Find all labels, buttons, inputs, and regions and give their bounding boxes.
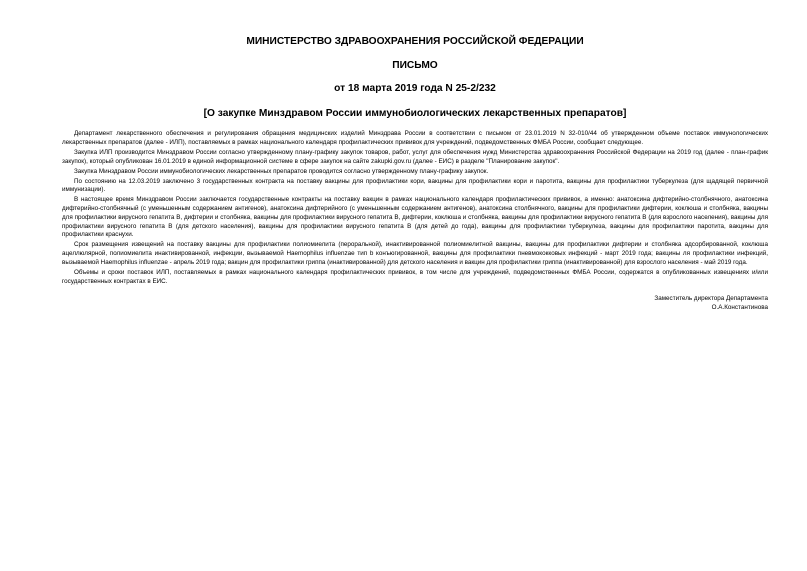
signatory-name: О.А.Константинова xyxy=(711,304,768,311)
body-paragraph: Объемы и сроки поставок ИЛП, поставляемых в рамках национального календаря профилактических прививок, в том числе для учреждений, подведомственных ФМБА России, содержатся в опубликованных извещениях и/или государственных контрактах в ЕИС. xyxy=(62,268,768,285)
signatory-position: Заместитель директора Департамента xyxy=(654,295,768,303)
body-paragraph: Закупка Минздравом России иммунобиологических лекарственных препаратов проводится согласно утвержденному плану-графику закупок. xyxy=(74,167,489,175)
subject-heading: [О закупке Минздравом России иммунобиологических лекарственных препаратов] xyxy=(203,108,627,119)
signature-block xyxy=(62,295,768,312)
body-paragraph: Департамент лекарственного обеспечения и регулирования обращения медицинских изделий Минздрава России в соответствии с письмом от 23.01.2019 N 32-010/44 об утвержденном объеме поставок иммунологических лекарственных препаратов (далее - ИЛП), поставляемых в рамках национального календаря профилактических прививок для учреждений, подведомственных ФМБА России, сообщает следующее. xyxy=(62,130,768,146)
body-paragraph: В настоящее время Минздравом России заключается государственные контракты на поставку вакцин в рамках национального календаря профилактических прививок, а именно: анатоксина дифтерийно-столбнячного, анатоксина дифтерийно-столбнячный (с уменьшенным содержанием антигенов), анатоксина дифтерийного (с уменьшенным содержанием антигенов), анатоксина столбнячного, вакцины для профилактики дифтерии, коклюша и столбняка, вакцины для профилактики вирусного гепатита В, дифтерии и столбняка, вакцины для профилактики вирусного гепатита В, дифтерии, коклюша и столбняка, вакцины для профилактики вирусного гепатита В (для взрослого населения), вакцины для профилактики вирусного гепатита В (для детского населения), вакцины для профилактики вирусного гепатита В (для детей до года), вакцины для профилактики туберкулеза, вакцины для профилактики паротита, вакцины для профилактики краснухи. xyxy=(62,196,768,239)
body-paragraph: По состоянию на 12.03.2019 заключено 3 государственных контракта на поставку вакцины для профилактики кори, вакцины для профилактики кори и паротита, вакцины для профилактики туберкулеза (для щадящей первичной иммунизации). xyxy=(62,177,768,194)
document-type-heading: ПИСЬМО xyxy=(392,60,438,71)
letter-body xyxy=(62,130,768,286)
date-number-heading: от 18 марта 2019 года N 25-2/232 xyxy=(334,83,496,94)
letter-page xyxy=(62,30,768,313)
ministry-heading: МИНИСТЕРСТВО ЗДРАВООХРАНЕНИЯ РОССИЙСКОЙ ФЕДЕРАЦИИ xyxy=(246,36,584,47)
body-paragraph: Срок размещения извещений на поставку вакцины для профилактики полиомиелита (пероральной), инактивированной полиомиелитной вакцины, вакцины для профилактики дифтерии и столбняка адсорбированной, коклюша ацеллюлярной, полиомиелита инактивированной, инфекции, вызываемой Haemophilus influenzae тип b конъюгированной, вакцины для профилактики пневмококковых инфекций - март 2019 года; вакцины ля профилактики инфекций, вызываемой Haemophilus influenzae - апрель 2019 года; вакцин для профилактики гриппа (инактивированной) для детского населения и вакцин для профилактики гриппа (инактивированной) для взрослого населения - май 2019 года. xyxy=(62,241,768,266)
body-paragraph: Закупка ИЛП производится Минздравом России согласно утвержденному плану-графику закупок товаров, работ, услуг для обеспечения нужд Министерства здравоохранения Российской Федерации на 2019 год (далее - план-график закупок), который опубликован 16.01.2019 в единой информационной системе в сфере закупок на сайте zakupki.gov.ru (далее - ЕИС) в разделе "Планирование закупок". xyxy=(62,148,768,165)
